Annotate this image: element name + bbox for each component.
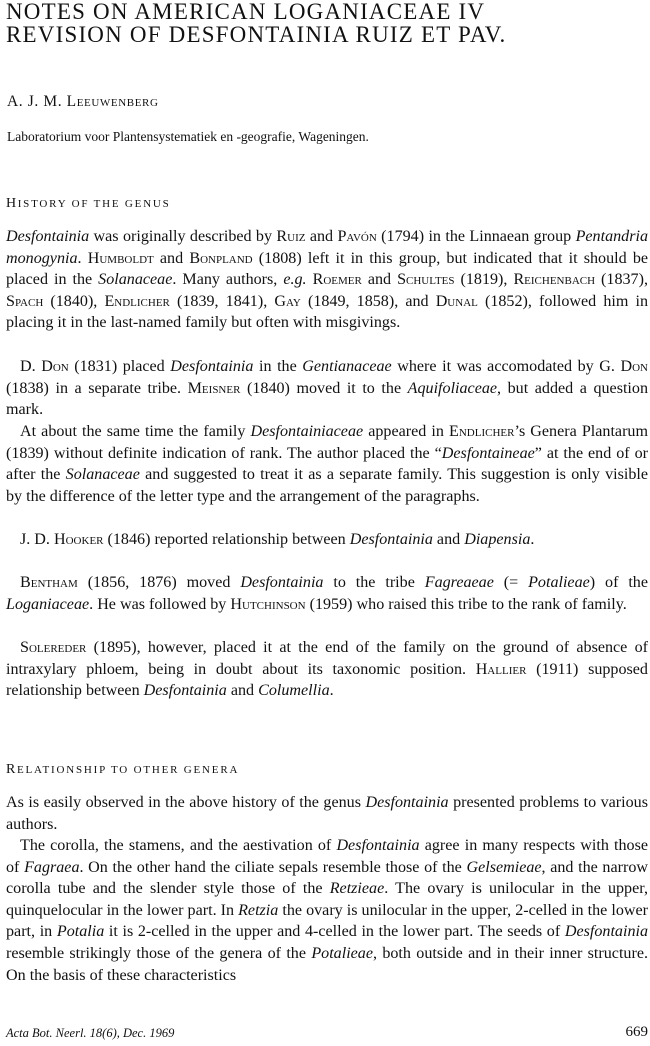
paragraph-relationship-2: The corolla, the stamens, and the aestivation of Desfontainia agree in many respects with those of Fagraea. On the other hand the ciliate sepals resemble those of the Gelsemieae, and the narrow corolla tube and the slender style those of the Retzieae. The ovary is unilocular in the upper, quinquelocular in the lower part. In Retzia the ovary is unilocular in the upper, 2-celled in the lower part, in Potalia it is 2-celled in the upper and 4-celled in the lower part. The seeds of Desfontainia resemble strikingly those of the genera of the Potalieae, both outside and in their inner structure. On the basis of these characteristics — [6, 837, 649, 984]
paragraph-history-5: Bentham (1856, 1876) moved Desfontainia to the tribe Fagreaeae (= Potalieae) of the Loganiaceae. He was followed by Hutchinson (1959) who raised this tribe to the rank of family. — [6, 574, 648, 613]
affiliation: Laboratorium voor Plantensystematiek en -geografie, Wageningen. — [7, 129, 369, 144]
title-line-2: REVISION OF DESFONTAINIA RUIZ ET PAV. — [6, 22, 507, 47]
paragraph-history-4: J. D. Hooker (1846) reported relationship between Desfontainia and Diapensia. — [20, 531, 535, 548]
heading-initial: R — [6, 762, 17, 777]
paragraph-history-6: Solereder (1895), however, placed it at the end of the family on the ground of absence of intraxylary phloem, being in doubt about its taxonomic position. Hallier (1911) supposed relationship between Desfontainia and Columellia. — [6, 639, 648, 700]
title-line-1: NOTES ON AMERICAN LOGANIACEAE IV — [6, 0, 486, 24]
paragraph-history-1: Desfontainia was originally described by Ruiz and Pavón (1794) in the Linnaean group Pentandria monogynia. Humboldt and Bonpland (1808) left it in this group, but indicated that it should be placed in the Solanaceae. Many authors, e.g. Roemer and Schultes (1819), Reichenbach (1837), Spach (1840), Endlicher (1839, 1841), Gay (1849, 1858), and Dunal (1852), followed him in placing it in the last-named family but often with misgivings. — [6, 228, 649, 332]
paragraph-relationship-1: As is easily observed in the above history of the genus Desfontainia presented problems to various authors. — [6, 794, 648, 833]
journal-citation: Acta Bot. Neerl. 18(6), Dec. 1969 — [6, 1026, 175, 1040]
heading-rest: ISTORY OF THE GENUS — [17, 198, 171, 210]
paragraph-history-2: D. Don (1831) placed Desfontainia in the Gentianaceae where it was accomodated by G. Don (1838) in a separate tribe. Meisner (1840) moved it to the Aquifoliaceae, but added a question mark. — [6, 358, 648, 419]
section-heading-relationship — [6, 762, 239, 778]
heading-initial: H — [6, 196, 18, 211]
section-heading-history — [6, 196, 171, 212]
paragraph-history-3: At about the same time the family Desfontainiaceae appeared in Endlicher’s Genera Plantarum (1839) without definite indication of rank. The author placed the “Desfontaineae” at the end of or after the Solanaceae and suggested to treat it as a separate family. This suggestion is only visible by the difference of the letter type and the arrangement of the paragraphs. — [6, 423, 649, 505]
article-title — [6, 0, 646, 46]
heading-rest: ELATIONSHIP TO OTHER GENERA — [16, 764, 240, 776]
page-number: 669 — [625, 1024, 648, 1040]
author: A. J. M. Leeuwenberg — [7, 93, 159, 110]
